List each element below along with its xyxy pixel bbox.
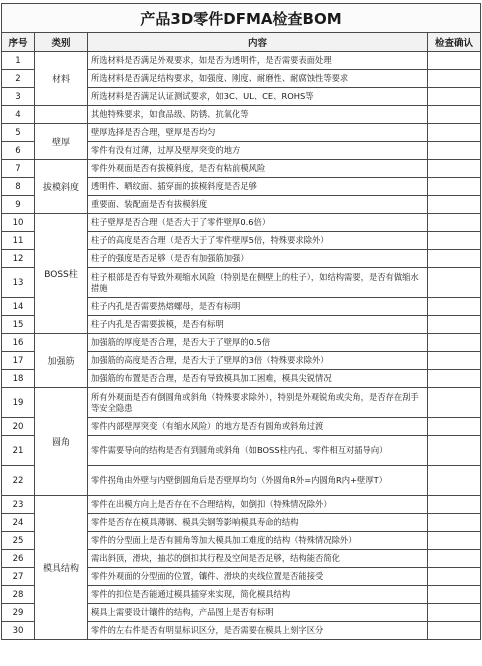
content-cell: 零件的左右件是否有明显标识区分，是否需要在模具上刻字区分 [88, 622, 428, 640]
check-cell[interactable] [428, 142, 481, 160]
content-cell: 所选材料是否满足认证测试要求，如3C、UL、CE、ROHS等 [88, 88, 428, 106]
row-number: 30 [2, 622, 35, 640]
check-cell[interactable] [428, 160, 481, 178]
category-cell [35, 106, 88, 124]
check-cell[interactable] [428, 316, 481, 334]
row-number: 9 [2, 196, 35, 214]
table-body [2, 52, 481, 640]
row-number: 10 [2, 214, 35, 232]
content-cell: 其他特殊要求，如食品级、防锈、抗氧化等 [88, 106, 428, 124]
row-number: 14 [2, 298, 35, 316]
check-cell[interactable] [428, 496, 481, 514]
row-number: 8 [2, 178, 35, 196]
row-number: 6 [2, 142, 35, 160]
category-cell: 拔模斜度 [35, 160, 88, 214]
content-cell: 零件拐角由外壁与内壁倒圆角后是否壁厚均匀（外圆角R外=内圆角R内+壁厚T） [88, 466, 428, 496]
content-cell: 零件需要导向的结构是否有到圆角或斜角（如BOSS柱内孔、零件相互对插导向） [88, 436, 428, 466]
check-cell[interactable] [428, 604, 481, 622]
content-cell: 柱子内孔是否需要拔模，是否有标明 [88, 316, 428, 334]
check-cell[interactable] [428, 550, 481, 568]
content-cell: 零件外观面的分型面的位置，镶件、滑块的夹线位置是否能接受 [88, 568, 428, 586]
header-check: 检查确认 [428, 33, 481, 52]
check-cell[interactable] [428, 532, 481, 550]
check-cell[interactable] [428, 88, 481, 106]
content-cell: 所有外观面是否有倒圆角或斜角（特殊要求除外），特别是外观锐角或尖角，是否存在刮手等安全隐患 [88, 388, 428, 418]
row-number: 15 [2, 316, 35, 334]
content-cell: 加强筋的高度是否合理，是否大于了壁厚的3倍（特殊要求除外） [88, 352, 428, 370]
row-number: 18 [2, 370, 35, 388]
category-cell: 加强筋 [35, 334, 88, 388]
check-cell[interactable] [428, 334, 481, 352]
content-cell: 所选材料是否满足外观要求，如是否为透明件，是否需要表面处理 [88, 52, 428, 70]
check-cell[interactable] [428, 52, 481, 70]
content-cell: 透明件、晒纹面、插穿面的拔模斜度是否足够 [88, 178, 428, 196]
row-number: 7 [2, 160, 35, 178]
table-row [2, 52, 481, 70]
category-cell: 壁厚 [35, 124, 88, 160]
table-title: 产品3D零件DFMA检查BOM [2, 4, 481, 33]
check-cell[interactable] [428, 232, 481, 250]
content-cell: 柱子的高度是否合理（是否大于了零件壁厚5倍，特殊要求除外） [88, 232, 428, 250]
row-number: 3 [2, 88, 35, 106]
check-cell[interactable] [428, 586, 481, 604]
category-cell: BOSS柱 [35, 214, 88, 334]
check-cell[interactable] [428, 568, 481, 586]
dfma-checklist-sheet [1, 3, 480, 640]
content-cell: 所选材料是否满足结构要求，如强度、刚度、耐磨性、耐腐蚀性等要求 [88, 70, 428, 88]
category-cell: 材料 [35, 52, 88, 106]
category-cell: 模具结构 [35, 496, 88, 640]
content-cell: 柱子壁厚是否合理（是否大于了零件壁厚0.6倍） [88, 214, 428, 232]
check-cell[interactable] [428, 436, 481, 466]
row-number: 2 [2, 70, 35, 88]
row-number: 1 [2, 52, 35, 70]
row-number: 29 [2, 604, 35, 622]
content-cell: 零件的分型面上是否有圆角等加大模具加工难度的结构（特殊情况除外） [88, 532, 428, 550]
row-number: 17 [2, 352, 35, 370]
row-number: 12 [2, 250, 35, 268]
check-cell[interactable] [428, 178, 481, 196]
content-cell: 零件的扣位是否能通过模具插穿来实现，简化模具结构 [88, 586, 428, 604]
row-number: 26 [2, 550, 35, 568]
row-number: 13 [2, 268, 35, 298]
content-cell: 零件是否存在模具薄钢、模具尖钢等影响模具寿命的结构 [88, 514, 428, 532]
check-cell[interactable] [428, 622, 481, 640]
row-number: 24 [2, 514, 35, 532]
table-row [2, 496, 481, 514]
row-number: 21 [2, 436, 35, 466]
table-row [2, 214, 481, 232]
header-category: 类别 [35, 33, 88, 52]
content-cell: 零件外观面是否有拔模斜度，是否有粘前模风险 [88, 160, 428, 178]
row-number: 16 [2, 334, 35, 352]
check-cell[interactable] [428, 298, 481, 316]
check-cell[interactable] [428, 268, 481, 298]
row-number: 19 [2, 388, 35, 418]
check-cell[interactable] [428, 370, 481, 388]
row-number: 25 [2, 532, 35, 550]
check-cell[interactable] [428, 196, 481, 214]
header-no: 序号 [2, 33, 35, 52]
checklist-table [1, 3, 481, 640]
content-cell: 模具上需要设计镶件的结构，产品图上是否有标明 [88, 604, 428, 622]
table-row [2, 334, 481, 352]
table-row [2, 160, 481, 178]
content-cell: 柱子的强度是否足够（是否有加强筋加强） [88, 250, 428, 268]
header-content: 内容 [88, 33, 428, 52]
content-cell: 需出斜顶，滑块，抽芯的倒扣其行程及空间是否足够，结构能否简化 [88, 550, 428, 568]
row-number: 22 [2, 466, 35, 496]
row-number: 4 [2, 106, 35, 124]
content-cell: 柱子根部是否有导致外观缩水风险（特别是在侧壁上的柱子），如结构需要，是否有做缩水措施 [88, 268, 428, 298]
check-cell[interactable] [428, 388, 481, 418]
row-number: 27 [2, 568, 35, 586]
check-cell[interactable] [428, 514, 481, 532]
category-cell: 圆角 [35, 388, 88, 496]
content-cell: 零件在出模方向上是否存在不合理结构，如倒扣（特殊情况除外） [88, 496, 428, 514]
check-cell[interactable] [428, 106, 481, 124]
content-cell: 柱子内孔是否需要热熔螺母，是否有标明 [88, 298, 428, 316]
row-number: 23 [2, 496, 35, 514]
check-cell[interactable] [428, 70, 481, 88]
table-row [2, 124, 481, 142]
check-cell[interactable] [428, 418, 481, 436]
check-cell[interactable] [428, 250, 481, 268]
row-number: 5 [2, 124, 35, 142]
table-row [2, 388, 481, 418]
row-number: 11 [2, 232, 35, 250]
content-cell: 加强筋的厚度是否合理，是否大于了壁厚的0.5倍 [88, 334, 428, 352]
content-cell: 壁厚选择是否合理，壁厚是否均匀 [88, 124, 428, 142]
check-cell[interactable] [428, 466, 481, 496]
content-cell: 零件内部壁厚突变（有缩水风险）的地方是否有圆角或斜角过渡 [88, 418, 428, 436]
check-cell[interactable] [428, 214, 481, 232]
content-cell: 零件有没有过薄，过厚及壁厚突变的地方 [88, 142, 428, 160]
table-row [2, 106, 481, 124]
check-cell[interactable] [428, 352, 481, 370]
check-cell[interactable] [428, 124, 481, 142]
content-cell: 加强筋的布置是否合理，是否有导致模具加工困难，模具尖锐情况 [88, 370, 428, 388]
row-number: 28 [2, 586, 35, 604]
content-cell: 重要面、装配面是否有拔模斜度 [88, 196, 428, 214]
row-number: 20 [2, 418, 35, 436]
